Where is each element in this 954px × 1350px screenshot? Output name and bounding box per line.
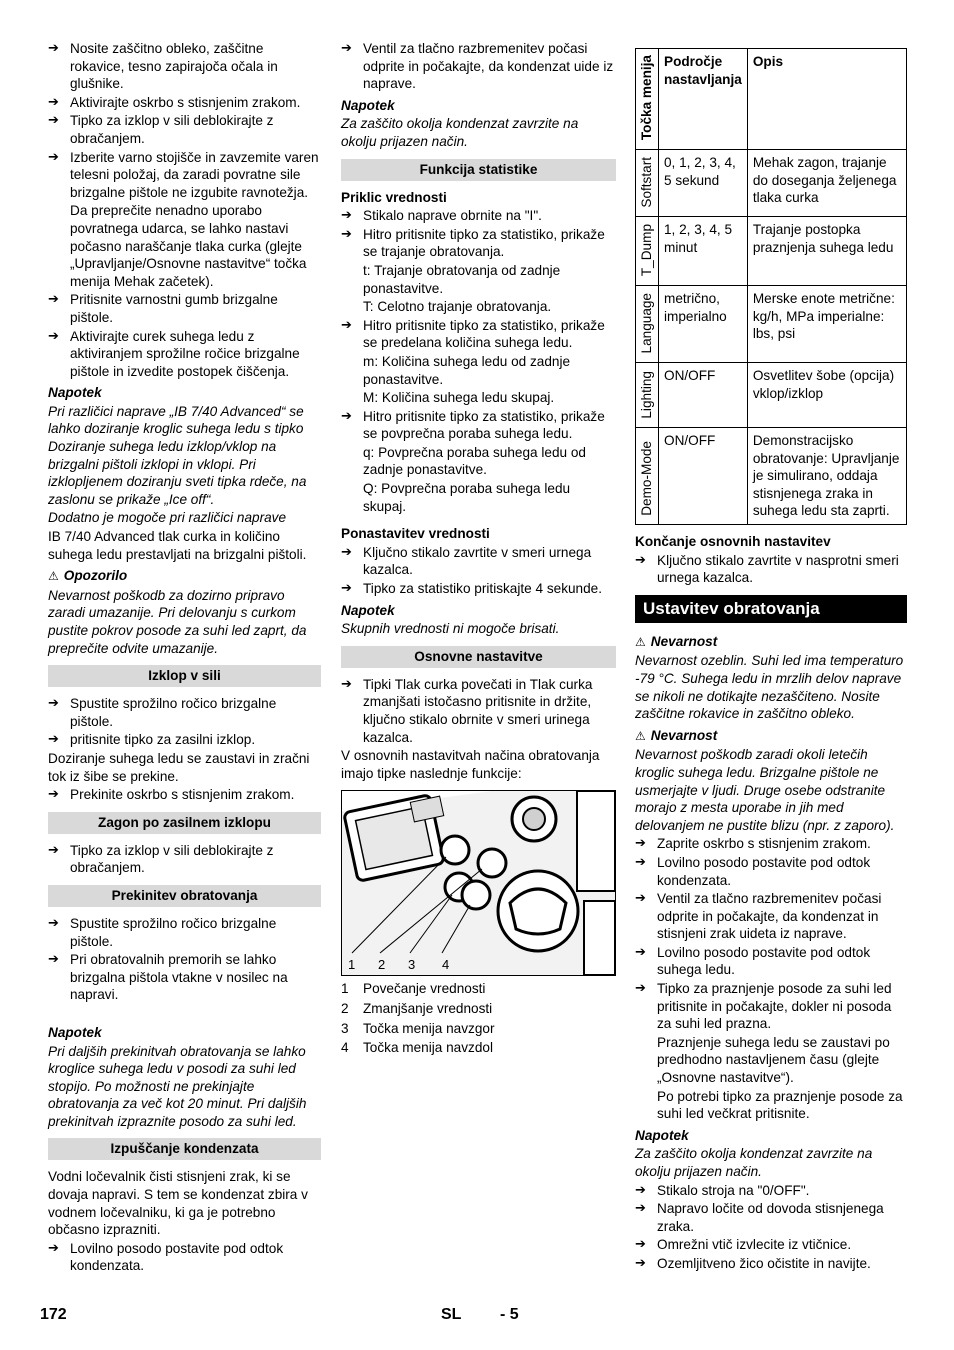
instruction-item: ➔ Ključno stikalo zavrtite v smeri urnega kazalca.: [341, 544, 616, 579]
figure-label-2: 2: [378, 957, 386, 973]
instruction-item: ➔ Ventil za tlačno razbremenitev počasi odprite in počakajte, da kondenzat in stisnjeni zrak uideta iz naprave.: [635, 890, 907, 943]
instruction-item: ➔ Nosite zaščitno obleko, zaščitne rokavice, tesno zapirajoča očala in glušnike.: [48, 40, 321, 93]
subheading: Končanje osnovnih nastavitev: [635, 534, 831, 549]
legend-text: Točka menija navzdol: [363, 1040, 493, 1056]
page-number: 172: [40, 1306, 67, 1323]
danger-text: Nevarnost poškodb zaradi okoli letečih kroglic suhega ledu. Brizgalne pištole ne usmerjajte v ljudi. Druge osebe odstranite morajo z mesta uporabe in jih med delovanjem ne pustite blizu (npr. z zaporo).: [635, 747, 895, 833]
figure-label-3: 3: [408, 957, 416, 973]
warning-icon: ⚠: [635, 634, 646, 649]
body-text: Doziranje suhega ledu se zaustavi in zračni tok iz šibe se prekine.: [48, 750, 310, 784]
instruction-item: ➔ Lovilno posodo postavite pod odtok kondenzata.: [635, 854, 907, 889]
danger-title: [635, 633, 907, 652]
figure-label-4: 4: [442, 957, 450, 973]
legend-text: Točka menija navzgor: [363, 1020, 495, 1036]
instruction-item: ➔ Ozemljitveno žico očistite in navijte.: [635, 1255, 907, 1273]
instruction-item: ➔ Tipki Tlak curka povečati in Tlak curka zmanjšati istočasno pritisnite in držite, ključno stikalo obrnite v smeri urinega kazalca.: [341, 676, 616, 746]
table-cell: Language: [636, 286, 659, 363]
instruction-item: ➔ Ključno stikalo zavrtite v nasprotni smeri urnega kazalca.: [635, 552, 907, 587]
instruction-item: ➔ Spustite sprožilno ročico brizgalne pištole.: [48, 695, 321, 730]
section-heading: Izpuščanje kondenzata: [48, 1138, 321, 1160]
danger-text: Nevarnost ozeblin. Suhi led ima temperaturo -79 °C. Suhega ledu in mrzlih delov naprave se nikoli ne dotikajte nezaščiteno. Nosite zaščitne rokavice in zaščitno obleko.: [635, 653, 904, 722]
table-cell: 1, 2, 3, 4, 5 minut: [659, 217, 748, 286]
instruction-item: ➔ Hitro pritisnite tipko za statistiko, prikaže se povprečna poraba suhega ledu.: [341, 408, 616, 443]
note-title: Napotek: [341, 97, 395, 113]
table-cell: 0, 1, 2, 3, 4, 5 sekund: [659, 150, 748, 217]
danger-title: [635, 727, 907, 746]
table-header-row: [636, 49, 907, 150]
instruction-item: ➔ Aktivirajte curek suhega ledu z aktiviranjem sprožilne ročice brizgalne pištole in izvedite postopek čiščenja.: [48, 328, 321, 381]
note-text: Dodatno je mogoče pri različici naprave: [48, 510, 287, 526]
table-header-cell: Področje nastavljanja: [659, 49, 748, 150]
instruction-item: ➔ Prekinite oskrbo s stisnjenim zrakom.: [48, 786, 321, 804]
table-cell: Mehak zagon, trajanje do doseganja željenega tlaka curka: [747, 150, 906, 217]
instruction-continuation: Po potrebi tipko za praznjenje posode za suhi led večkrat pritisnite.: [657, 1088, 903, 1122]
instruction-item: ➔ Izberite varno stojišče in zavzemite varen telesni položaj, da zaradi povratne sile brizgalne pištole ne izgubite ravnotežja.: [48, 149, 321, 202]
instruction-continuation: Q: Povprečna poraba suhega ledu skupaj.: [363, 481, 571, 514]
instruction-item: ➔ Aktivirajte oskrbo s stisnjenim zrakom.: [48, 94, 321, 112]
instruction-item: ➔ Tipko za praznjenje posode za suhi led pritisnite in počakajte, dokler ni posoda za suhi led prazna.: [635, 980, 907, 1033]
danger-label: Nevarnost: [650, 633, 718, 649]
note-title: Napotek: [635, 1127, 689, 1143]
instruction-item: ➔ Lovilno posodo postavite pod odtok suhega ledu.: [635, 944, 907, 979]
section-heading: Funkcija statistike: [341, 159, 616, 181]
language-code: SL: [441, 1306, 462, 1323]
section-heading: Osnovne nastavitve: [341, 646, 616, 668]
legend-number: 4: [341, 1040, 349, 1056]
instruction-continuation: t: Trajanje obratovanja od zadnje ponastavitve.: [363, 262, 561, 296]
instruction-item: ➔ Pritisnite varnostni gumb brizgalne pištole.: [48, 291, 321, 326]
table-header-cell: Točka menija: [636, 49, 659, 150]
section-heading: Prekinitev obratovanja: [48, 885, 321, 907]
warning-icon: ⚠: [48, 569, 59, 584]
instruction-item: ➔ Hitro pritisnite tipko za statistiko, prikaže se predelana količina suhega ledu.: [341, 317, 616, 352]
instruction-item: ➔ Tipko za izklop v sili deblokirajte z obračanjem.: [48, 842, 321, 877]
legend-number: 2: [341, 1000, 349, 1016]
legend-item: [341, 1039, 616, 1057]
subheading: Ponastavitev vrednosti: [341, 526, 490, 542]
instruction-item: ➔ Napravo ločite od dovoda stisnjenega zraka.: [635, 1200, 907, 1235]
table-header-cell: Opis: [747, 49, 906, 150]
instruction-item: ➔ Lovilno posodo postavite pod odtok kondenzata.: [48, 1240, 321, 1275]
note-text: Za zaščito okolja kondenzat zavrzite na okolju prijazen način.: [341, 116, 579, 149]
warning-icon: ⚠: [635, 728, 646, 743]
section-heading: Zagon po zasilnem izklopu: [48, 812, 321, 834]
decrease-button: [478, 849, 506, 877]
table-cell: Softstart: [636, 150, 659, 217]
note-text: Za zaščito okolja kondenzat zavrzite na okolju prijazen način.: [635, 1146, 873, 1179]
table-cell: ON/OFF: [659, 428, 748, 525]
danger-label: Nevarnost: [650, 727, 718, 743]
legend-item: [341, 1000, 616, 1018]
instruction-continuation: T: Celotno trajanje obratovanja.: [363, 299, 552, 315]
legend-item: [341, 1020, 616, 1038]
instruction-item: ➔ Pri obratovalnih premorih se lahko brizgalna pištola vtakne v nosilec na napravi.: [48, 951, 321, 1004]
figure-label-1: 1: [348, 957, 356, 973]
table-row: [636, 363, 907, 428]
instruction-continuation: m: Količina suhega ledu od zadnje ponastavitve.: [363, 353, 571, 387]
instruction-item: ➔ Tipko za statistiko pritiskajte 4 sekunde.: [341, 580, 616, 598]
column-left: [48, 40, 321, 1276]
note-title: Napotek: [48, 385, 102, 401]
body-text: Vodni ločevalnik čisti stisnjeni zrak, ki se dovaja napravi. S tem se kondenzat zbira v vodnem ločevalniku, ki ga je potrebno občasno izprazniti.: [48, 1169, 308, 1238]
legend-text: Zmanjšanje vrednosti: [363, 1000, 493, 1016]
figure-legend: [341, 980, 616, 1056]
table-cell: metrično, imperialno: [659, 286, 748, 363]
warning-text: Nevarnost poškodb za dozirno pripravo zaradi umazanije. Pri delovanju s curkom pustite pokrov posode za suhi led zaprt, da preprečite odvite umazanije.: [48, 587, 307, 656]
note-title: Napotek: [48, 1024, 102, 1040]
instruction-item: ➔ pritisnite tipko za zasilni izklop.: [48, 731, 321, 749]
table-cell: Demo-Mode: [636, 428, 659, 525]
increase-button: [441, 836, 469, 864]
table-cell: Demonstracijsko obratovanje: Upravljanje je simulirano, oddaja stisnjenega zraka in suhega ledu sta zaprti.: [747, 428, 906, 525]
warning-label: Opozorilo: [63, 568, 128, 584]
section-page-number: - 5: [500, 1306, 519, 1323]
warning-title: [48, 567, 321, 586]
legend-text: Povečanje vrednosti: [363, 981, 486, 997]
instruction-item: ➔ Omrežni vtič izvlecite iz vtičnice.: [635, 1236, 907, 1254]
note-text: Pri daljših prekinitvah obratovanja se lahko kroglice suhega ledu v posodi za suhi led stopijo. Po možnosti ne prekinjajte obratovanja za več kot 20 minut. Pri daljših prekinitvah izpraznite posodo za suhi led.: [48, 1043, 307, 1129]
column-middle: [341, 40, 616, 1059]
instruction-continuation: Da preprečite nenadno uporabo povratnega udarca, se lahko nastavi počasno naraščanje tlaka curka (glejte „Upravljanje/Osnovne nastavitve“ točka menija Mehak začetek).: [70, 203, 307, 289]
table-cell: Trajanje postopka praznjenja suhega ledu: [747, 217, 906, 286]
table-cell: Merske enote metrične: kg/h, MPa imperialne: lbs, psi: [747, 286, 906, 363]
body-text: V osnovnih nastavitvah načina obratovanja imajo tipke naslednje funkcije:: [341, 748, 600, 781]
table-cell: T_Dump: [636, 217, 659, 286]
legend-item: [341, 980, 616, 998]
instruction-continuation: q: Povprečna poraba suhega ledu od zadnje ponastavitve.: [363, 444, 586, 478]
instruction-continuation: Praznjenje suhega ledu se zaustavi po predhodno nastavljenem času (glejte „Osnovne nastavitve“).: [657, 1034, 890, 1086]
instruction-item: ➔ Zaprite oskrbo s stisnjenim zrakom.: [635, 835, 907, 853]
instruction-item: ➔ Hitro pritisnite tipko za statistiko, prikaže se trajanje obratovanja.: [341, 226, 616, 261]
menu-down-button: [462, 881, 490, 909]
legend-number: 1: [341, 981, 349, 997]
note-text: Pri različici naprave „IB 7/40 Advanced“ se lahko doziranje kroglic suhega ledu s tipko Doziranje suhega ledu izklop/vklop na brizgalni pištoli izklopi in vklopi. Pri izklopljenem doziranju sveti tipka rdeče, na zaslonu se prikaže „Ice off“.: [48, 403, 307, 507]
table-row: [636, 217, 907, 286]
table-cell: Osvetlitev šobe (opcija) vklop/izklop: [747, 363, 906, 428]
control-panel-figure: [341, 790, 616, 976]
table-row: [636, 286, 907, 363]
table-cell: ON/OFF: [659, 363, 748, 428]
note-title: Napotek: [341, 602, 395, 618]
table-row: [636, 428, 907, 525]
instruction-item: ➔ Spustite sprožilno ročico brizgalne pištole.: [48, 915, 321, 950]
legend-number: 3: [341, 1020, 349, 1036]
instruction-continuation: M: Količina suhega ledu skupaj.: [363, 390, 555, 406]
settings-table: [635, 48, 907, 525]
instruction-item: ➔ Stikalo naprave obrnite na "I".: [341, 207, 616, 225]
note-text: Skupnih vrednosti ni mogoče brisati.: [341, 621, 560, 637]
column-right: [635, 40, 907, 1274]
chapter-heading: Ustavitev obratovanja: [635, 595, 907, 623]
instruction-item: ➔ Ventil za tlačno razbremenitev počasi odprite in počakajte, da kondenzat uide iz naprave.: [341, 40, 616, 93]
table-row: [636, 150, 907, 217]
instruction-item: ➔ Tipko za izklop v sili deblokirajte z obračanjem.: [48, 112, 321, 147]
note-text: IB 7/40 Advanced tlak curka in količino suhega ledu prestavljati na brizgalni pištoli.: [48, 529, 307, 562]
instruction-item: ➔ Stikalo stroja na "0/OFF".: [635, 1182, 907, 1200]
table-cell: Lighting: [636, 363, 659, 428]
subheading: Priklic vrednosti: [341, 189, 447, 205]
section-heading: Izklop v sili: [48, 665, 321, 687]
